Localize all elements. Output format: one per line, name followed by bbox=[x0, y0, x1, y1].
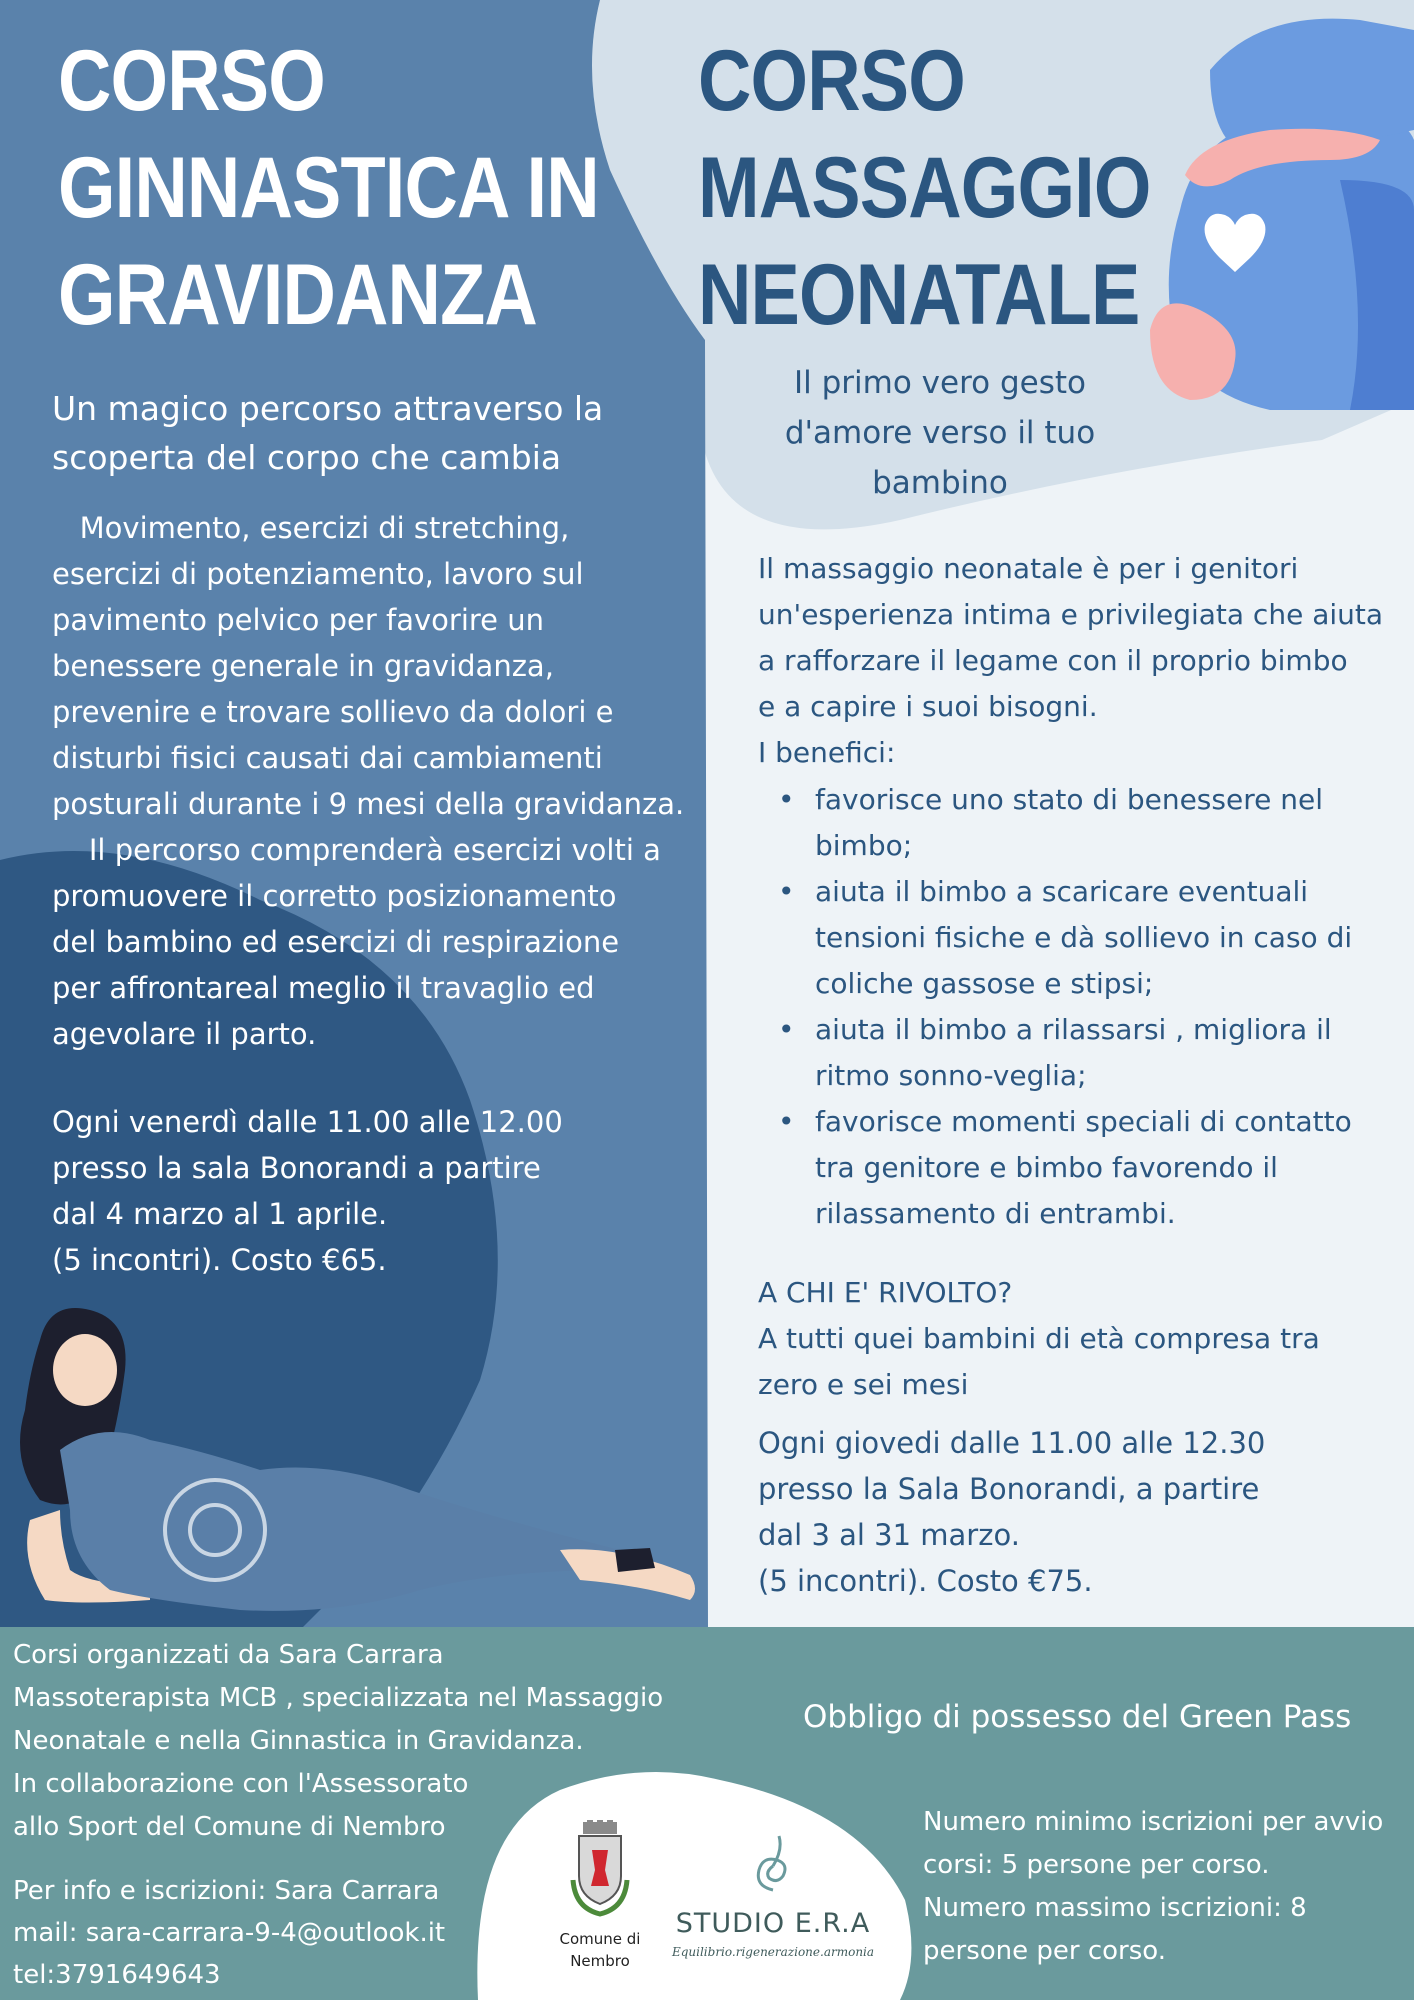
text-line: Il massaggio neonatale è per i genitori bbox=[758, 552, 1299, 585]
target-audience bbox=[758, 1270, 1320, 1408]
text-line: bambino bbox=[872, 465, 1008, 501]
text-line: d'amore verso il tuo bbox=[784, 415, 1096, 451]
text-line: Neonatale e nella Ginnastica in Gravidanza. bbox=[13, 1726, 584, 1756]
text-line: tensioni fisiche e dà sollievo in caso di bbox=[815, 921, 1353, 954]
studio-era-logo bbox=[668, 1830, 878, 1959]
text-line: pavimento pelvico per favorire un bbox=[52, 603, 544, 637]
text-line: Comune di bbox=[559, 1930, 641, 1948]
text-line: dal 4 marzo al 1 aprile. bbox=[52, 1197, 388, 1231]
face bbox=[53, 1334, 117, 1406]
text-line: persone per corso. bbox=[923, 1936, 1166, 1966]
text-line: esercizi di potenziamento, lavoro sul bbox=[52, 557, 584, 591]
text-line: A CHI E' RIVOLTO? bbox=[758, 1276, 1013, 1309]
studio-logo-icon bbox=[743, 1830, 803, 1900]
text-line: Ogni giovedi dalle 11.00 alle 12.30 bbox=[758, 1426, 1266, 1460]
text-line: rilassamento di entrambi. bbox=[815, 1197, 1176, 1230]
text-line: In collaborazione con l'Assessorato bbox=[13, 1769, 469, 1799]
studio-name: STUDIO E.R.A bbox=[675, 1908, 871, 1939]
text-line: Movimento, esercizi di stretching, bbox=[52, 511, 570, 545]
text-line: prevenire e trovare sollievo da dolori e bbox=[52, 695, 614, 729]
right-schedule bbox=[758, 1420, 1265, 1604]
text-line: per affrontareal meglio il travaglio ed bbox=[52, 971, 595, 1005]
text-line: Il percorso comprenderà esercizi volti a bbox=[52, 833, 661, 867]
phone-text: tel:3791649643 bbox=[13, 1960, 221, 1990]
text-line: benessere generale in gravidanza, bbox=[52, 649, 554, 683]
text-line: Ogni venerdì dalle 11.00 alle 12.00 bbox=[52, 1105, 563, 1139]
left-course-title bbox=[58, 28, 599, 349]
text-line: (5 incontri). Costo €75. bbox=[758, 1564, 1093, 1598]
text-line: disturbi fisici causati dai cambiamenti bbox=[52, 741, 603, 775]
right-description bbox=[758, 546, 1383, 776]
left-schedule bbox=[52, 1099, 563, 1283]
text-line: Per info e iscrizioni: Sara Carrara bbox=[13, 1876, 440, 1906]
text-line: Numero massimo iscrizioni: 8 bbox=[923, 1893, 1307, 1923]
title-line: GRAVIDANZA bbox=[58, 247, 537, 343]
text-line: scoperta del corpo che cambia bbox=[52, 438, 562, 477]
list-item bbox=[778, 1007, 1352, 1099]
footer-contact bbox=[13, 1870, 445, 1996]
benefits-list bbox=[778, 777, 1352, 1237]
text-line: A tutti quei bambini di età compresa tra bbox=[758, 1322, 1320, 1355]
text-line: tra genitore e bimbo favorendo il bbox=[815, 1151, 1278, 1184]
enrollment-limits bbox=[923, 1801, 1383, 1973]
text-line: un'esperienza intima e privilegiata che aiuta bbox=[758, 598, 1384, 631]
title-line: MASSAGGIO bbox=[698, 140, 1151, 236]
text-line: presso la sala Bonorandi a partire bbox=[52, 1151, 541, 1185]
left-description bbox=[52, 505, 684, 1057]
text-line: allo Sport del Comune di Nembro bbox=[13, 1812, 446, 1842]
title-line: GINNASTICA IN bbox=[58, 140, 599, 236]
coat-of-arms-icon bbox=[565, 1820, 635, 1920]
text-line: • aiuta il bimbo a rilassarsi , migliora il bbox=[815, 1013, 1332, 1046]
text-line: dal 3 al 31 marzo. bbox=[758, 1518, 1020, 1552]
text-line: posturali durante i 9 mesi della gravidanza. bbox=[52, 787, 685, 821]
green-pass-notice: Obbligo di possesso del Green Pass bbox=[803, 1699, 1352, 1735]
text-line: Numero minimo iscrizioni per avvio bbox=[923, 1807, 1384, 1837]
left-subtitle bbox=[52, 384, 603, 482]
text-line: corsi: 5 persone per corso. bbox=[923, 1850, 1270, 1880]
text-line: Nembro bbox=[570, 1952, 630, 1970]
shoe bbox=[615, 1548, 655, 1572]
title-line: CORSO bbox=[58, 33, 325, 129]
comune-label bbox=[550, 1928, 650, 1972]
text-line: zero e sei mesi bbox=[758, 1368, 969, 1401]
comune-logo bbox=[550, 1820, 650, 1972]
text-line: • favorisce uno stato di benessere nel bbox=[815, 783, 1323, 816]
title-line: NEONATALE bbox=[698, 247, 1140, 343]
right-course-title bbox=[698, 28, 1150, 349]
dress bbox=[60, 1432, 620, 1611]
text-line: a rafforzare il legame con il proprio bimbo bbox=[758, 644, 1348, 677]
text-line: e a capire i suoi bisogni. bbox=[758, 690, 1098, 723]
pregnant-woman-illustration bbox=[0, 1300, 710, 1620]
list-item bbox=[778, 777, 1352, 869]
text-line: Un magico percorso attraverso la bbox=[52, 389, 604, 428]
text-line: presso la Sala Bonorandi, a partire bbox=[758, 1472, 1260, 1506]
title-line: CORSO bbox=[698, 33, 965, 129]
email-text: mail: sara-carrara-9-4@outlook.it bbox=[13, 1918, 446, 1948]
text-line: • aiuta il bimbo a scaricare eventuali bbox=[815, 875, 1309, 908]
list-item bbox=[778, 869, 1352, 1007]
right-subtitle bbox=[700, 358, 1180, 508]
text-line: del bambino ed esercizi di respirazione bbox=[52, 925, 620, 959]
studio-tagline: Equilibrio.rigenerazione.armonia bbox=[671, 1945, 875, 1959]
text-line: • favorisce momenti speciali di contatto bbox=[815, 1105, 1352, 1138]
text-line: ritmo sonno-veglia; bbox=[815, 1059, 1087, 1092]
pregnant-belly-illustration bbox=[1140, 10, 1414, 420]
text-line: (5 incontri). Costo €65. bbox=[52, 1243, 387, 1277]
text-line: agevolare il parto. bbox=[52, 1017, 317, 1051]
text-line: Il primo vero gesto bbox=[794, 365, 1086, 401]
text-line: coliche gassose e stipsi; bbox=[815, 967, 1154, 1000]
text-line: I benefici: bbox=[758, 736, 896, 769]
text-line: Massoterapista MCB , specializzata nel Massaggio bbox=[13, 1683, 664, 1713]
text-line: promuovere il corretto posizionamento bbox=[52, 879, 617, 913]
footer-organizer bbox=[13, 1634, 663, 1849]
text-line: Corsi organizzati da Sara Carrara bbox=[13, 1640, 444, 1670]
text-line: bimbo; bbox=[815, 829, 913, 862]
list-item bbox=[778, 1099, 1352, 1237]
